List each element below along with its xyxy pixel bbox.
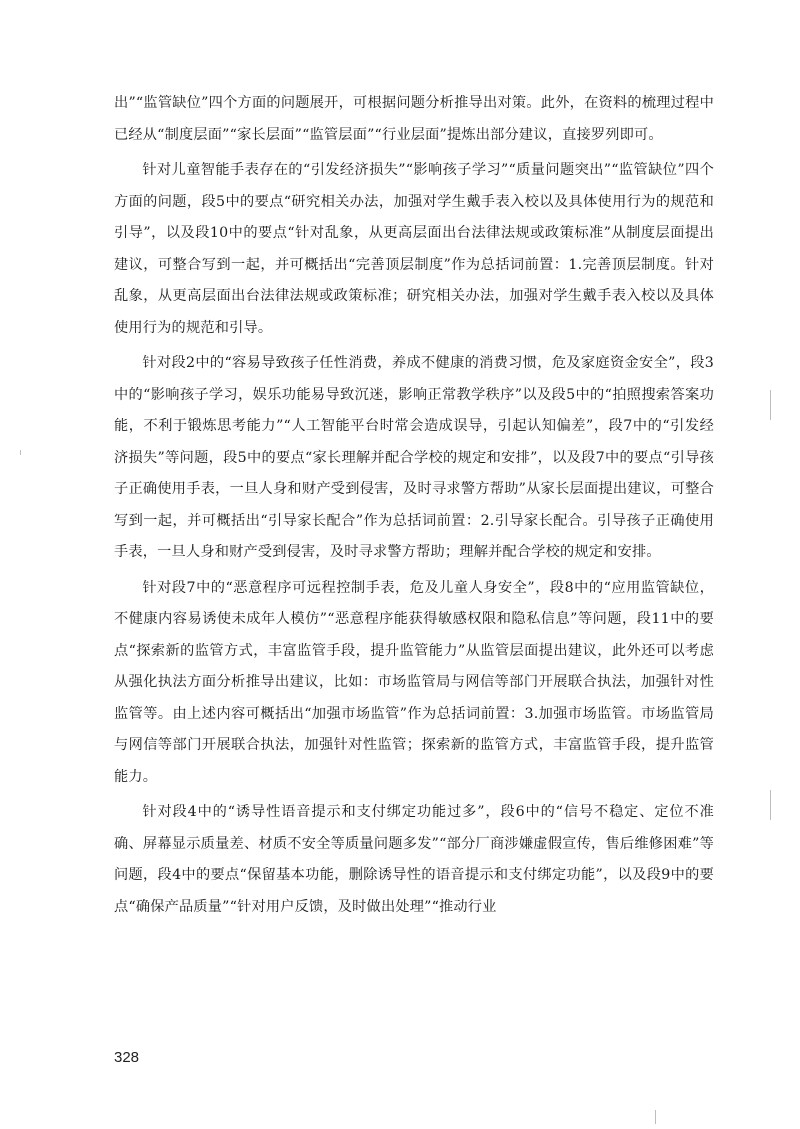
scan-mark-bottom — [655, 1110, 656, 1124]
page-body — [114, 88, 714, 927]
paragraph-4: 针对段7中的“恶意程序可远程控制手表，危及儿童人身安全”，段8中的“应用监管缺位，不健康内容易诱使未成年人模仿”“恶意程序能获得敏感权限和隐私信息”等问题，段11中的要点“探索新的监管方式，丰富监管手段，提升监管能力”从监管层面提出建议，此外还可以考虑从强化执法方面分析推导出建议，比如：市场监管局与网信等部门开展联合执法，加强针对性监管等。由上述内容可概括出“加强市场监管”作为总括词前置：3.加强市场监管。市场监管局与网信等部门开展联合执法，加强针对性监管；探索新的监管方式，丰富监管手段，提升监管能力。 — [114, 579, 714, 785]
scan-mark-left — [20, 450, 21, 455]
paragraph-1: 出”“监管缺位”四个方面的问题展开，可根据问题分析推导出对策。此外，在资料的梳理过程中已经从“制度层面”“家长层面”“监管层面”“行业层面”提炼出部分建议，直接罗列即可。 — [114, 95, 714, 143]
paragraph-2: 针对儿童智能手表存在的“引发经济损失”“影响孩子学习”“质量问题突出”“监管缺位”四个方面的问题，段5中的要点“研究相关办法，加强对学生戴手表入校以及具体使用行为的规范和引导”，以及段10中的要点“针对乱象，从更高层面出台法律法规或政策标准”从制度层面提出建议，可整合写到一起，并可概括出“完善顶层制度”作为总括词前置：1.完善顶层制度。针对乱象，从更高层面出台法律法规或政策标准；研究相关办法，加强对学生戴手表入校以及具体使用行为的规范和引导。 — [114, 162, 714, 336]
page-number: 328 — [114, 1049, 140, 1066]
scan-mark-right-top — [770, 390, 771, 420]
paragraph-5: 针对段4中的“诱导性语音提示和支付绑定功能过多”，段6中的“信号不稳定、定位不准确、屏幕显示质量差、材质不安全等质量问题多发”“部分厂商涉嫌虚假宣传，售后维修困难”等问题，段4中的要点“保留基本功能，删除诱导性的语音提示和支付绑定功能”，以及段9中的要点“确保产品质量”“针对用户反馈，及时做出处理”“推动行业 — [114, 804, 714, 915]
paragraph-3: 针对段2中的“容易导致孩子任性消费，养成不健康的消费习惯，危及家庭资金安全”，段3中的“影响孩子学习，娱乐功能易导致沉迷，影响正常教学秩序”以及段5中的“拍照搜索答案功能，不利于锻炼思考能力”“人工智能平台时常会造成误导，引起认知偏差”，段7中的“引发经济损失”等问题，段5中的要点“家长理解并配合学校的规定和安排”，以及段7中的要点“引导孩子正确使用手表，一旦人身和财产受到侵害，及时寻求警方帮助”从家长层面提出建议，可整合写到一起，并可概括出“引导家长配合”作为总括词前置：2.引导家长配合。引导孩子正确使用手表，一旦人身和财产受到侵害，及时寻求警方帮助；理解并配合学校的规定和安排。 — [114, 355, 714, 560]
scan-mark-right-bottom — [770, 790, 771, 820]
